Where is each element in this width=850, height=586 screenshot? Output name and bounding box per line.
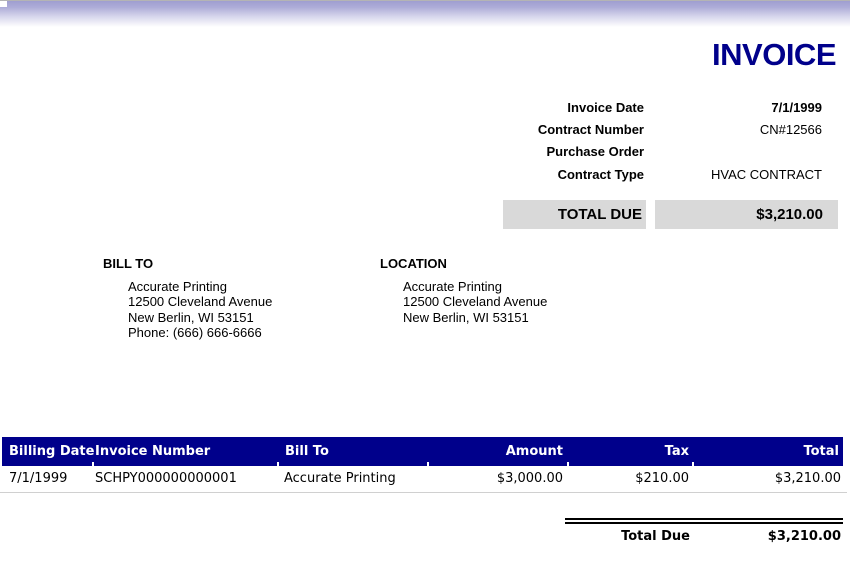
window-corner-notch: [0, 1, 7, 7]
contract-number-label: Contract Number: [537, 122, 644, 138]
detail-row-invoice-date: [302, 96, 822, 118]
detail-row-contract-type: [302, 163, 822, 185]
bill-to-name: Accurate Printing: [128, 279, 227, 294]
col-header-invoice-number: Invoice Number: [95, 444, 211, 459]
cell-billing-date: 7/1/1999: [9, 471, 68, 486]
invoice-date-label: Invoice Date: [567, 99, 644, 115]
column-separator: [277, 462, 279, 466]
location-heading: LOCATION: [380, 256, 447, 271]
invoice-table-header: [2, 437, 843, 466]
col-header-amount: Amount: [505, 444, 563, 459]
column-separator: [92, 462, 94, 466]
bill-to-address: [128, 279, 272, 341]
bill-to-heading: BILL TO: [103, 256, 154, 271]
column-separator: [427, 462, 429, 466]
invoice-date-value: 7/1/1999: [771, 99, 822, 115]
location-street: 12500 Cleveland Avenue: [403, 294, 548, 310]
column-separator: [567, 462, 569, 466]
col-header-billing-date: Billing Date: [9, 444, 95, 459]
cell-bill-to: Accurate Printing: [284, 471, 396, 486]
cell-invoice-number: SCHPY000000000001: [95, 471, 237, 486]
contract-type-value: HVAC CONTRACT: [711, 166, 822, 182]
bill-to-phone: Phone: (666) 666-6666: [128, 325, 262, 341]
table-row: [0, 470, 850, 487]
bill-to-city: New Berlin, WI 53151: [128, 309, 254, 325]
page-title: INVOICE: [712, 37, 836, 72]
col-header-bill-to: Bill To: [285, 444, 329, 459]
detail-row-contract-number: [302, 118, 822, 140]
contract-type-label: Contract Type: [557, 166, 644, 182]
cell-amount: $3,000.00: [496, 471, 563, 486]
location-name: Accurate Printing: [403, 279, 502, 294]
col-header-tax: Tax: [664, 444, 689, 459]
detail-row-purchase-order: [302, 141, 822, 163]
contract-number-value: CN#12566: [759, 122, 822, 138]
column-separator: [692, 462, 694, 466]
summary-total-due-label: Total Due: [621, 529, 690, 544]
summary-total-due-value: $3,210.00: [767, 529, 841, 544]
location-city: New Berlin, WI 53151: [403, 309, 529, 325]
bill-to-street: 12500 Cleveland Avenue: [128, 294, 273, 310]
total-due-value-box: $3,210.00: [655, 200, 838, 229]
total-due-label-box: [503, 200, 646, 229]
summary-double-rule: [565, 518, 843, 524]
invoice-details: [302, 96, 822, 186]
purchase-order-label: Purchase Order: [546, 144, 644, 160]
total-due-label: TOTAL DUE: [557, 206, 642, 223]
cell-total: $3,210.00: [774, 471, 841, 486]
cell-tax: $210.00: [635, 471, 689, 486]
window-gradient-bar: [0, 0, 850, 27]
col-header-total: Total: [803, 444, 839, 459]
location-address: [403, 279, 547, 325]
row-divider-line: [0, 492, 847, 493]
